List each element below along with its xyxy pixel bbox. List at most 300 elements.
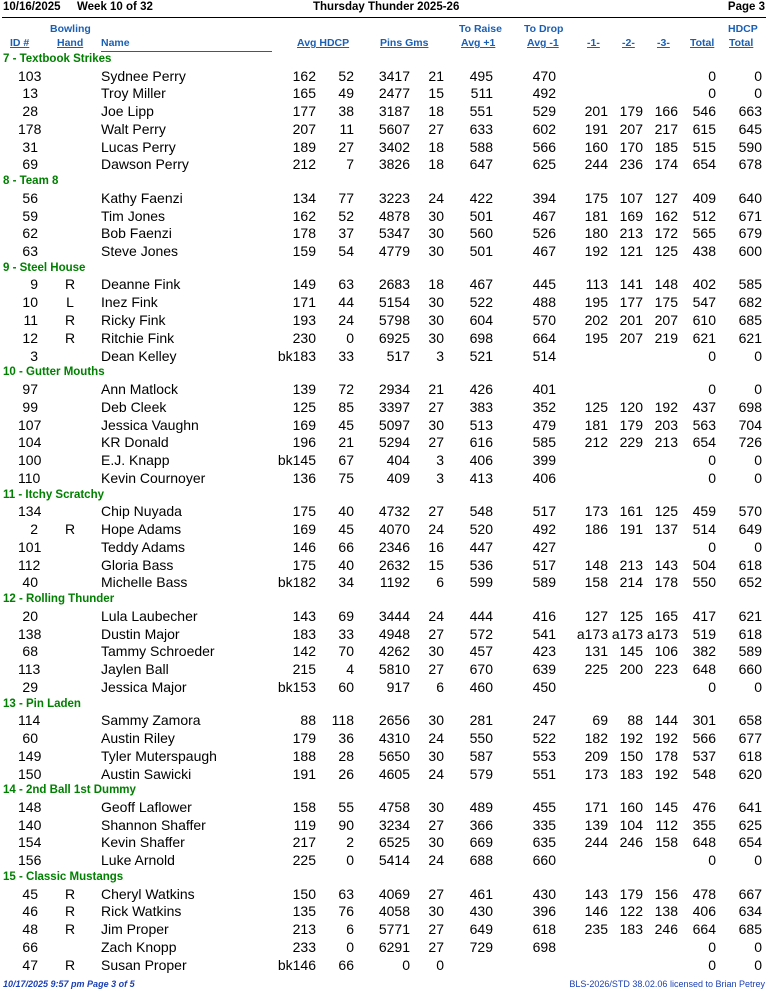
cell-name: Dean Kelley	[101, 347, 177, 364]
cell-gms: 18	[428, 156, 444, 173]
col-pins-gms: Pins Gms	[380, 37, 429, 49]
cell-pins: 5771	[378, 921, 410, 938]
cell-id: 69	[22, 156, 38, 173]
cell-avg: 196	[292, 434, 316, 451]
bowler-row	[0, 608, 768, 626]
cell-pins: 5650	[378, 747, 410, 764]
cell-hand: R	[64, 521, 76, 538]
cell-total: 0	[708, 347, 716, 364]
cell-htotal: 618	[738, 556, 762, 573]
cell-g2: 122	[619, 903, 643, 920]
cell-avg: 159	[292, 243, 316, 260]
cell-drop: 352	[532, 398, 556, 415]
cell-total: 519	[692, 625, 716, 642]
cell-g2: 161	[619, 503, 643, 520]
cell-avg: 146	[292, 538, 316, 555]
cell-avg: 189	[292, 138, 316, 155]
cell-hand: R	[64, 885, 76, 902]
cell-hdcp: 52	[338, 67, 354, 84]
cell-id: 140	[18, 816, 42, 833]
cell-htotal: 0	[754, 469, 762, 486]
cell-name: Susan Proper	[101, 956, 187, 973]
cell-name: Troy Miller	[101, 85, 166, 102]
cell-htotal: 679	[738, 225, 762, 242]
cell-gms: 30	[428, 312, 444, 329]
cell-name: Tammy Schroeder	[101, 643, 215, 660]
cell-htotal: 618	[738, 747, 762, 764]
cell-avg: 191	[292, 765, 316, 782]
cell-g3: 185	[654, 138, 678, 155]
cell-name: Deb Cleek	[101, 398, 167, 415]
cell-drop: 394	[532, 189, 556, 206]
cell-raise: 366	[469, 816, 493, 833]
bowler-row	[0, 921, 768, 939]
cell-htotal: 678	[738, 156, 762, 173]
team-name: 9 - Steel House	[3, 261, 86, 274]
cell-id: 154	[18, 834, 42, 851]
cell-g2: 214	[619, 574, 643, 591]
cell-hdcp: 77	[338, 189, 354, 206]
cell-g1: 191	[584, 120, 608, 137]
bowler-row	[0, 276, 768, 294]
cell-gms: 30	[428, 207, 444, 224]
cell-avg: 233	[292, 938, 316, 955]
cell-pins: 2477	[378, 85, 410, 102]
cell-hdcp: 27	[338, 138, 354, 155]
cell-hand: R	[64, 312, 76, 329]
cell-gms: 27	[428, 661, 444, 678]
cell-avg: 171	[292, 294, 316, 311]
cell-drop: 450	[532, 678, 556, 695]
cell-name: Austin Riley	[101, 730, 175, 746]
cell-gms: 24	[428, 189, 444, 206]
cell-drop: 635	[532, 834, 556, 851]
cell-raise: 460	[469, 678, 493, 695]
cell-pins: 5798	[378, 312, 410, 329]
cell-pins: 917	[386, 678, 410, 695]
cell-hdcp: 33	[338, 625, 354, 642]
cell-g3: 217	[654, 120, 678, 137]
cell-pins: 4732	[378, 503, 410, 520]
col-avg-hdcp: Avg HDCP	[297, 37, 350, 49]
cell-avg: 169	[292, 521, 316, 538]
bowler-row	[0, 417, 768, 435]
cell-id: 3	[30, 347, 38, 364]
cell-gms: 6	[436, 574, 444, 591]
cell-drop: 660	[532, 852, 556, 869]
cell-total: 0	[708, 678, 716, 695]
cell-drop: 488	[532, 294, 556, 311]
cell-g3: 145	[654, 798, 678, 815]
cell-gms: 30	[428, 834, 444, 851]
cell-id: 2	[30, 521, 38, 538]
cell-g2: 150	[619, 747, 643, 764]
cell-drop: 526	[532, 225, 556, 242]
cell-gms: 15	[428, 556, 444, 573]
cell-name: Sydnee Perry	[101, 67, 186, 84]
cell-hdcp: 33	[338, 347, 354, 364]
cell-hand: R	[64, 921, 76, 938]
bowler-row	[0, 381, 768, 399]
cell-raise: 430	[469, 903, 493, 920]
bowler-row	[0, 294, 768, 312]
cell-g2: 107	[619, 189, 643, 206]
cell-g2: 192	[619, 730, 643, 746]
bowler-row	[0, 225, 768, 243]
cell-raise: 467	[469, 276, 493, 293]
bowler-row	[0, 661, 768, 679]
bowler-row	[0, 503, 768, 521]
cell-gms: 24	[428, 852, 444, 869]
cell-raise: 579	[469, 765, 493, 782]
cell-g2: 125	[619, 607, 643, 624]
cell-raise: 633	[469, 120, 493, 137]
cell-gms: 30	[428, 329, 444, 346]
cell-pins: 3187	[378, 103, 410, 120]
cell-drop: 401	[532, 380, 556, 397]
cell-drop: 445	[532, 276, 556, 293]
cell-hdcp: 44	[338, 294, 354, 311]
cell-gms: 21	[428, 67, 444, 84]
cell-name: Inez Fink	[101, 294, 158, 311]
cell-pins: 0	[402, 956, 410, 973]
cell-name: Teddy Adams	[101, 538, 186, 555]
bowler-row	[0, 557, 768, 575]
cell-drop: 517	[532, 503, 556, 520]
cell-pins: 4948	[378, 625, 410, 642]
cell-g3: 213	[654, 434, 678, 451]
cell-raise: 501	[469, 243, 493, 260]
cell-total: 0	[708, 380, 716, 397]
cell-g3: 174	[654, 156, 678, 173]
cell-name: E.J. Knapp	[101, 452, 170, 469]
cell-g3: a173	[646, 625, 678, 642]
cell-pins: 2346	[378, 538, 410, 555]
cell-g3: 158	[654, 834, 678, 851]
bowler-row	[0, 852, 768, 870]
cell-raise: 413	[469, 469, 493, 486]
cell-total: 547	[692, 294, 716, 311]
cell-gms: 16	[428, 538, 444, 555]
cell-avg: 183	[292, 625, 316, 642]
cell-avg: 207	[292, 120, 316, 137]
cell-gms: 30	[428, 294, 444, 311]
cell-total: 654	[692, 434, 716, 451]
cell-raise: 521	[469, 347, 493, 364]
cell-gms: 24	[428, 521, 444, 538]
cell-avg: 162	[292, 67, 316, 84]
cell-name: Chip Nuyada	[101, 503, 182, 520]
cell-raise: 444	[469, 607, 493, 624]
cell-avg: bk146	[277, 956, 316, 973]
cell-avg: 149	[292, 276, 316, 293]
cell-id: 48	[22, 921, 38, 938]
team-header	[0, 52, 768, 68]
cell-total: 610	[692, 312, 716, 329]
cell-id: 66	[22, 938, 38, 955]
cell-hand: L	[66, 294, 74, 311]
cell-gms: 3	[436, 452, 444, 469]
cell-hdcp: 0	[346, 852, 354, 869]
cell-raise: 572	[469, 625, 493, 642]
cell-avg: 119	[293, 816, 316, 833]
cell-htotal: 726	[738, 434, 762, 451]
cell-id: 12	[22, 329, 38, 346]
cell-gms: 24	[428, 607, 444, 624]
bowler-row	[0, 748, 768, 766]
cell-id: 63	[22, 243, 38, 260]
cell-total: 0	[708, 469, 716, 486]
cell-gms: 30	[428, 747, 444, 764]
cell-total: 0	[708, 85, 716, 102]
cell-avg: 143	[292, 607, 316, 624]
cell-id: 20	[22, 607, 38, 624]
cell-raise: 550	[469, 730, 493, 746]
cell-gms: 30	[428, 712, 444, 729]
cell-g2: 183	[619, 921, 643, 938]
cell-total: 550	[692, 574, 716, 591]
cell-total: 566	[692, 730, 716, 746]
cell-id: 148	[18, 798, 42, 815]
bowler-row	[0, 834, 768, 852]
cell-drop: 247	[532, 712, 556, 729]
cell-hdcp: 2	[346, 834, 354, 851]
cell-raise: 447	[469, 538, 493, 555]
cell-g1: 201	[584, 103, 608, 120]
cell-drop: 698	[532, 938, 556, 955]
bowler-row	[0, 886, 768, 904]
cell-g1: 181	[584, 207, 608, 224]
cell-name: Michelle Bass	[101, 574, 188, 591]
bowler-row	[0, 799, 768, 817]
cell-id: 138	[18, 625, 42, 642]
bowler-row	[0, 766, 768, 784]
cell-htotal: 0	[754, 938, 762, 955]
cell-htotal: 640	[738, 189, 762, 206]
report-date: 10/16/2025	[3, 1, 61, 13]
cell-id: 112	[18, 556, 41, 573]
bowler-row	[0, 470, 768, 488]
cell-pins: 2934	[378, 380, 410, 397]
cell-htotal: 0	[754, 67, 762, 84]
cell-total: 0	[708, 938, 716, 955]
cell-raise: 649	[469, 921, 493, 938]
cell-name: Kevin Shaffer	[101, 834, 185, 851]
cell-drop: 492	[532, 85, 556, 102]
cell-g3: 112	[655, 816, 678, 833]
col-name: Name	[101, 37, 130, 49]
cell-avg: 134	[292, 189, 316, 206]
cell-name: Dustin Major	[101, 625, 180, 642]
cell-id: 45	[22, 885, 38, 902]
cell-htotal: 0	[754, 538, 762, 555]
cell-drop: 423	[532, 643, 556, 660]
bowler-row	[0, 156, 768, 174]
cell-id: 47	[22, 956, 38, 973]
cell-drop: 589	[532, 574, 556, 591]
cell-gms: 3	[436, 469, 444, 486]
cell-total: 0	[708, 67, 716, 84]
header-rule	[2, 17, 766, 18]
cell-id: 59	[22, 207, 38, 224]
cell-avg: 88	[300, 712, 316, 729]
cell-hdcp: 40	[338, 556, 354, 573]
cell-id: 68	[22, 643, 38, 660]
cell-total: 512	[692, 207, 716, 224]
cell-htotal: 618	[738, 625, 762, 642]
standings-table	[0, 52, 768, 975]
bowler-row	[0, 103, 768, 121]
cell-g2: 120	[619, 398, 643, 415]
cell-g2: 104	[619, 816, 643, 833]
cell-g2: 179	[619, 416, 643, 433]
cell-id: 101	[18, 538, 42, 555]
cell-drop: 639	[532, 661, 556, 678]
cell-g3: 178	[654, 747, 678, 764]
cell-avg: 188	[292, 747, 316, 764]
bowler-row	[0, 939, 768, 957]
cell-g3: 162	[654, 207, 678, 224]
col-bowling: Bowling	[50, 23, 91, 35]
cell-name: Jaylen Ball	[101, 661, 169, 678]
bowler-row	[0, 348, 768, 366]
col-to-drop: To Drop	[524, 23, 564, 35]
cell-hdcp: 60	[338, 678, 354, 695]
cell-id: 40	[22, 574, 38, 591]
cell-pins: 3444	[378, 607, 410, 624]
cell-htotal: 570	[738, 503, 762, 520]
cell-total: 438	[692, 243, 716, 260]
cell-name: Jessica Major	[101, 678, 187, 695]
cell-htotal: 667	[738, 885, 762, 902]
cell-raise: 548	[469, 503, 493, 520]
cell-pins: 3826	[378, 156, 410, 173]
cell-total: 504	[692, 556, 716, 573]
cell-gms: 27	[428, 398, 444, 415]
bowler-row	[0, 243, 768, 261]
cell-name: Kathy Faenzi	[101, 189, 183, 206]
cell-raise: 729	[469, 938, 493, 955]
cell-id: 62	[22, 225, 38, 242]
cell-g3: 178	[654, 574, 678, 591]
cell-avg: 193	[292, 312, 316, 329]
cell-avg: 158	[292, 798, 316, 815]
cell-hdcp: 75	[338, 469, 354, 486]
cell-g3: 144	[654, 712, 678, 729]
cell-g1: 158	[584, 574, 608, 591]
cell-g3: 203	[654, 416, 678, 433]
col-game1: -1-	[587, 37, 600, 49]
cell-hdcp: 38	[338, 103, 354, 120]
col-hdcp: HDCP	[728, 23, 758, 35]
cell-raise: 688	[469, 852, 493, 869]
cell-htotal: 600	[738, 243, 762, 260]
cell-id: 178	[18, 120, 42, 137]
cell-htotal: 0	[754, 852, 762, 869]
cell-g1: 160	[584, 138, 608, 155]
cell-g2: 121	[619, 243, 643, 260]
cell-pins: 3402	[378, 138, 410, 155]
bowler-row	[0, 190, 768, 208]
cell-g3: 192	[654, 765, 678, 782]
cell-raise: 670	[469, 661, 493, 678]
cell-total: 417	[692, 607, 716, 624]
cell-g2: 200	[619, 661, 643, 678]
cell-hdcp: 72	[338, 380, 354, 397]
cell-id: 156	[18, 852, 42, 869]
team-header	[0, 870, 768, 886]
cell-raise: 522	[469, 294, 493, 311]
cell-g1: 209	[584, 747, 608, 764]
cell-raise: 588	[469, 138, 493, 155]
cell-hdcp: 7	[346, 156, 354, 173]
cell-htotal: 649	[738, 521, 762, 538]
team-name: 7 - Textbook Strikes	[3, 53, 112, 65]
cell-hand: R	[64, 329, 76, 346]
cell-pins: 4070	[378, 521, 410, 538]
cell-pins: 4058	[378, 903, 410, 920]
footer-license: BLS-2026/STD 38.02.06 licensed to Brian Petrey	[569, 979, 765, 989]
cell-pins: 2632	[378, 556, 410, 573]
cell-drop: 602	[532, 120, 556, 137]
cell-g2: 179	[619, 103, 643, 120]
cell-raise: 536	[469, 556, 493, 573]
cell-drop: 618	[532, 921, 556, 938]
cell-name: Ricky Fink	[101, 312, 166, 329]
cell-total: 478	[692, 885, 716, 902]
cell-pins: 404	[386, 452, 410, 469]
cell-pins: 4310	[378, 730, 410, 746]
team-header	[0, 783, 768, 799]
cell-raise: 461	[469, 885, 493, 902]
cell-g1: 244	[584, 834, 608, 851]
cell-hdcp: 40	[338, 503, 354, 520]
cell-id: 113	[18, 661, 41, 678]
cell-drop: 585	[532, 434, 556, 451]
cell-total: 459	[692, 503, 716, 520]
bowler-row	[0, 330, 768, 348]
team-name: 8 - Team 8	[3, 175, 59, 188]
team-name: 14 - 2nd Ball 1st Dummy	[3, 784, 136, 797]
cell-pins: 4779	[378, 243, 410, 260]
cell-id: 31	[22, 138, 38, 155]
cell-name: Luke Arnold	[101, 852, 175, 869]
cell-gms: 18	[428, 276, 444, 293]
cell-g1: 127	[584, 607, 608, 624]
cell-hdcp: 67	[338, 452, 354, 469]
cell-pins: 4878	[378, 207, 410, 224]
cell-hdcp: 6	[346, 921, 354, 938]
cell-total: 0	[708, 852, 716, 869]
cell-g1: 173	[584, 765, 608, 782]
column-headers	[0, 19, 768, 52]
cell-hdcp: 45	[338, 521, 354, 538]
cell-total: 621	[692, 329, 716, 346]
cell-avg: 179	[292, 730, 316, 746]
cell-id: 150	[18, 765, 42, 782]
cell-g1: 195	[584, 294, 608, 311]
cell-g2: 236	[619, 156, 643, 173]
cell-g2: 207	[619, 120, 643, 137]
bowler-row	[0, 312, 768, 330]
cell-htotal: 671	[738, 207, 762, 224]
cell-total: 654	[692, 156, 716, 173]
cell-htotal: 0	[754, 85, 762, 102]
cell-g2: 160	[619, 798, 643, 815]
cell-hdcp: 45	[338, 416, 354, 433]
bowler-row	[0, 712, 768, 730]
col-hdcp-total: Total	[729, 37, 754, 49]
